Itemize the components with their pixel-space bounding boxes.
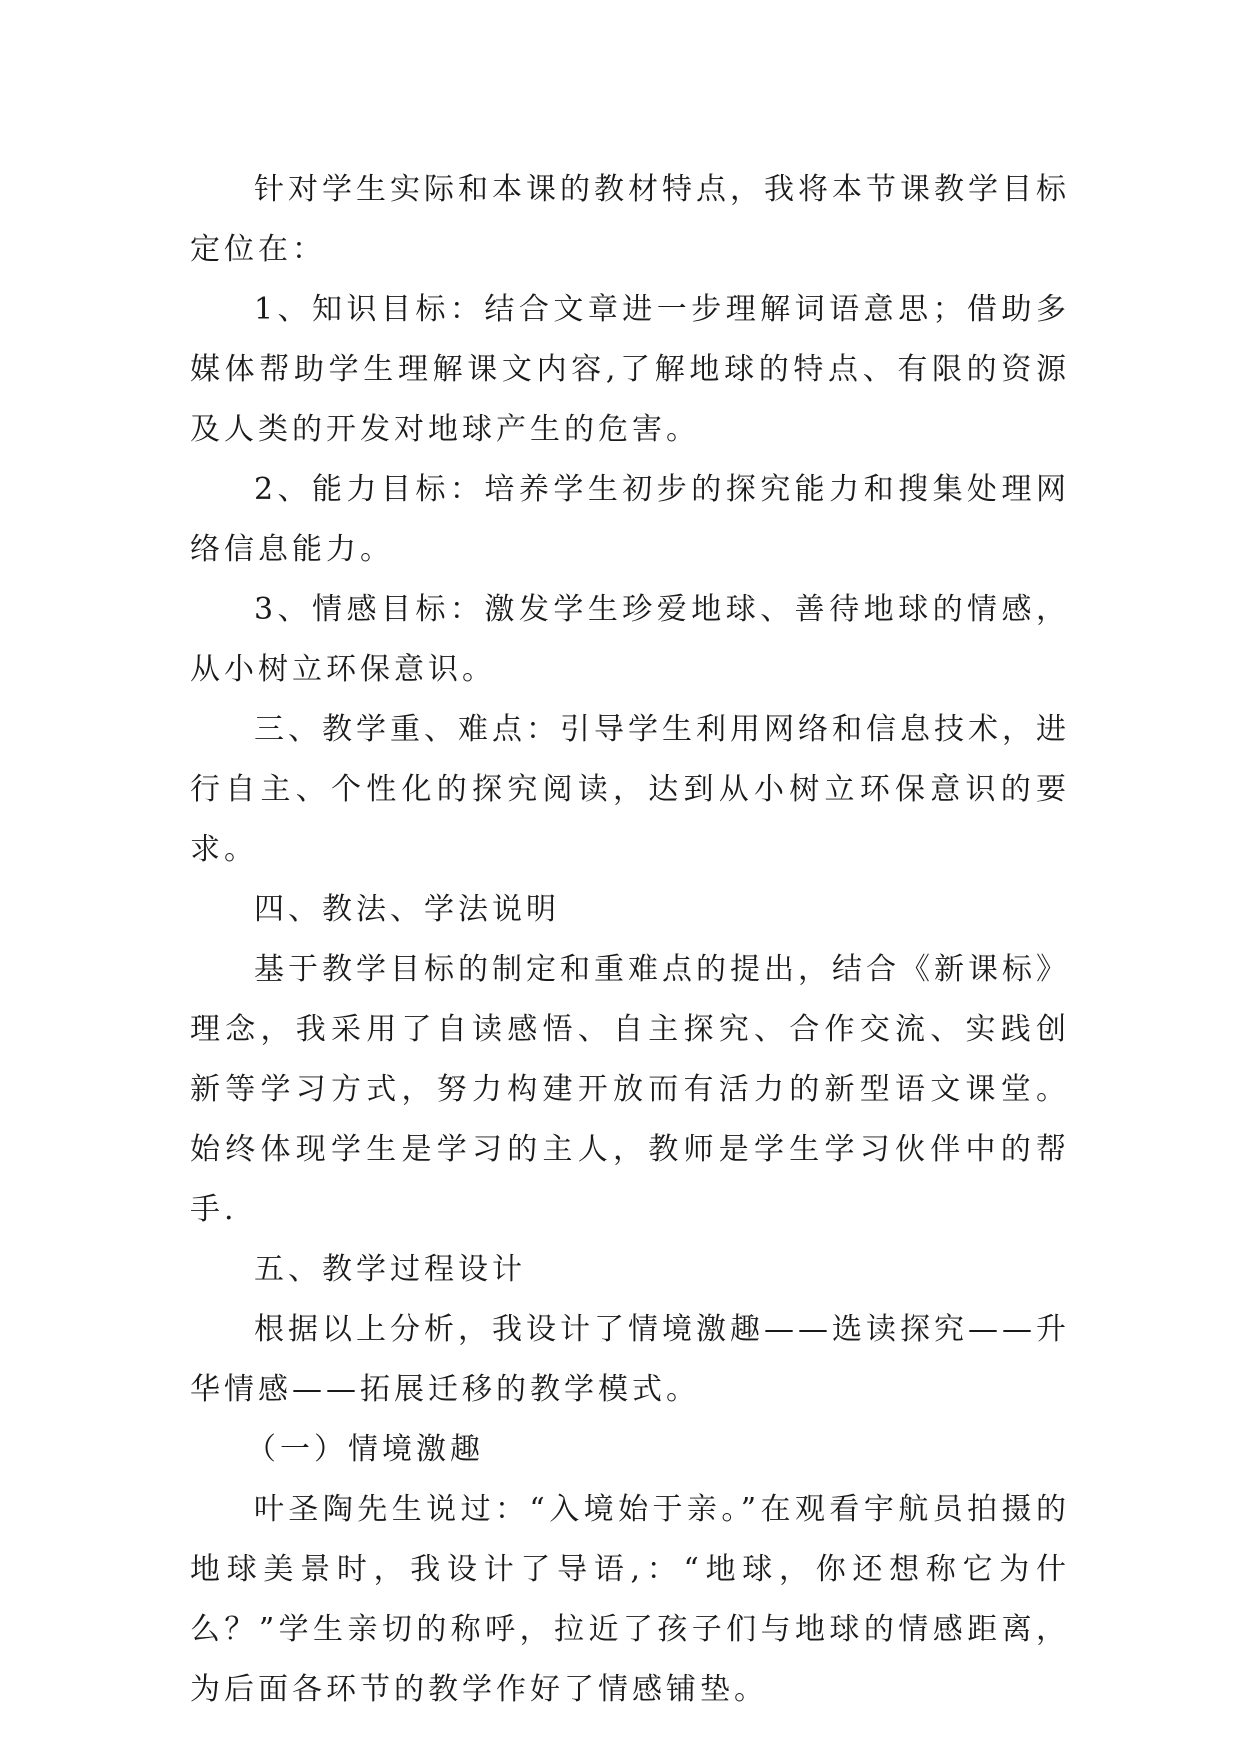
paragraph-situation: 叶圣陶先生说过：“入境始于亲。”在观看宇航员拍摄的地球美景时，我设计了导语,：“地球，你还想称它为什么？”学生亲切的称呼，拉近了孩子们与地球的情感距离，为后面各环节的教学作好了情感铺垫。 [190, 1492, 1070, 1707]
paragraph-ability-goal: 2、能力目标：培养学生初步的探究能力和搜集处理网络信息能力。 [190, 472, 1070, 567]
heading-methods: 四、教法、学法说明 [254, 892, 560, 927]
paragraph-intro: 针对学生实际和本课的教材特点，我将本节课教学目标定位在： [190, 172, 1070, 267]
paragraph-process-design: 根据以上分析，我设计了情境激趣——选读探究——升华情感——拓展迁移的教学模式。 [190, 1312, 1070, 1407]
document-body [190, 160, 1070, 1720]
paragraph-key-difficulties: 三、教学重、难点：引导学生利用网络和信息技术，进行自主、个性化的探究阅读，达到从小树立环保意识的要求。 [190, 712, 1070, 867]
paragraph-knowledge-goal: 1、知识目标：结合文章进一步理解词语意思；借助多媒体帮助学生理解课文内容,了解地球的特点、有限的资源及人类的开发对地球产生的危害。 [190, 292, 1070, 447]
paragraph-emotion-goal: 3、情感目标：激发学生珍爱地球、善待地球的情感，从小树立环保意识。 [190, 592, 1070, 687]
paragraph-methods: 基于教学目标的制定和重难点的提出，结合《新课标》理念，我采用了自读感悟、自主探究、合作交流、实践创新等学习方式，努力构建开放而有活力的新型语文课堂。始终体现学生是学习的主人，教师是学生学习伙伴中的帮手. [190, 952, 1070, 1227]
heading-process-design: 五、教学过程设计 [254, 1252, 526, 1287]
heading-situation: （一）情境激趣 [246, 1432, 484, 1467]
